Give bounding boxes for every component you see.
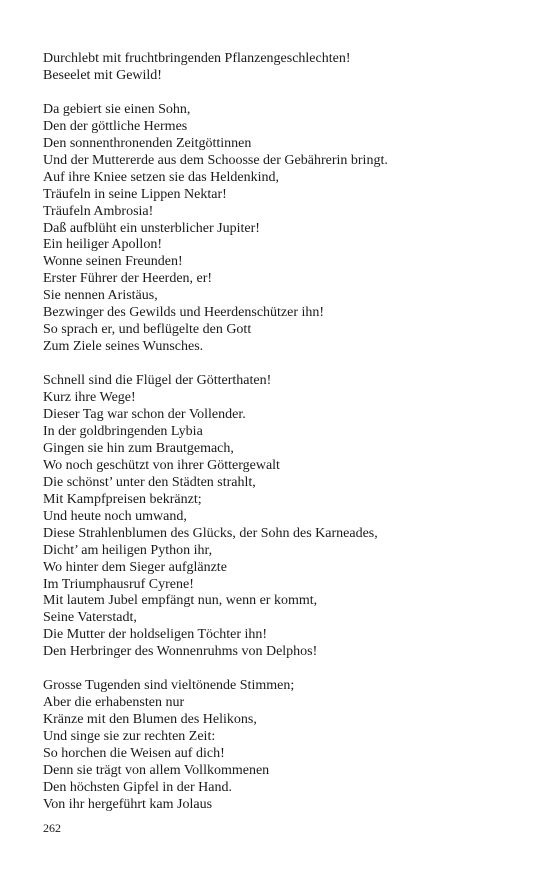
poem-line: Seine Vaterstadt, bbox=[43, 610, 137, 626]
page-number: 262 bbox=[43, 821, 61, 835]
poem-line: Kränze mit den Blumen des Helikons, bbox=[43, 712, 257, 728]
poem-line: Träufeln Ambrosia! bbox=[43, 203, 154, 219]
poem-line: Von ihr hergeführt kam Jolaus bbox=[43, 796, 213, 812]
poem-text bbox=[43, 51, 523, 814]
poem-line: Träufeln in seine Lippen Nektar! bbox=[43, 186, 227, 202]
poem-line: Erster Führer der Heerden, er! bbox=[43, 271, 213, 287]
poem-line: So horchen die Weisen auf dich! bbox=[43, 746, 225, 762]
poem-line: Kurz ihre Wege! bbox=[43, 390, 136, 406]
poem-line: Die schönst’ unter den Städten strahlt, bbox=[43, 474, 256, 490]
poem-line: Dicht’ am heiligen Python ihr, bbox=[43, 542, 213, 558]
poem-line: Daß aufblüht ein unsterblicher Jupiter! bbox=[43, 220, 260, 236]
poem-line: Bezwinger des Gewilds und Heerdenschützer ihn! bbox=[43, 305, 325, 321]
poem-line: Gingen sie hin zum Brautgemach, bbox=[43, 440, 234, 456]
poem-line: Dieser Tag war schon der Vollender. bbox=[43, 406, 246, 422]
poem-line: Grosse Tugenden sind vieltönende Stimmen; bbox=[43, 678, 295, 694]
poem-line: Durchlebt mit fruchtbringenden Pflanzengeschlechten! bbox=[43, 51, 351, 66]
poem-line: Wo noch geschützt von ihrer Göttergewalt bbox=[43, 457, 280, 473]
poem-line: Zum Ziele seines Wunsches. bbox=[43, 339, 204, 355]
poem-line: Den der göttliche Hermes bbox=[43, 118, 188, 134]
poem-line: Und heute noch umwand, bbox=[43, 508, 187, 524]
poem-line: In der goldbringenden Lybia bbox=[43, 423, 203, 439]
poem-line: Beseelet mit Gewild! bbox=[43, 67, 162, 83]
poem-line: So sprach er, und beflügelte den Gott bbox=[43, 322, 252, 338]
poem-line: Und singe sie zur rechten Zeit: bbox=[43, 729, 216, 745]
poem-line: Da gebiert sie einen Sohn, bbox=[43, 101, 191, 117]
poem-line: Die Mutter der holdseligen Töchter ihn! bbox=[43, 627, 268, 643]
stanza bbox=[43, 678, 523, 814]
poem-line: Den sonnenthronenden Zeitgöttinnen bbox=[43, 135, 252, 151]
poem-line: Den höchsten Gipfel in der Hand. bbox=[43, 779, 232, 795]
poem-line: Wo hinter dem Sieger aufglänzte bbox=[43, 559, 227, 575]
stanza bbox=[43, 373, 523, 661]
poem-line: Ein heiliger Apollon! bbox=[43, 237, 162, 253]
stanza bbox=[43, 102, 523, 356]
poem-line: Den Herbringer des Wonnenruhms von Delphos! bbox=[43, 644, 318, 660]
poem-line: Wonne seinen Freunden! bbox=[43, 254, 183, 270]
poem-line: Im Triumphausruf Cyrene! bbox=[43, 576, 194, 592]
poem-line: Aber die erhabensten nur bbox=[43, 695, 185, 711]
stanza bbox=[43, 51, 523, 85]
poem-line: Mit lautem Jubel empfängt nun, wenn er kommt, bbox=[43, 593, 318, 609]
poem-line: Auf ihre Kniee setzen sie das Heldenkind, bbox=[43, 169, 279, 185]
poem-line: Und der Muttererde aus dem Schoosse der Gebährerin bringt. bbox=[43, 152, 388, 168]
poem-line: Denn sie trägt von allem Vollkommenen bbox=[43, 762, 270, 778]
poem-line: Mit Kampfpreisen bekränzt; bbox=[43, 491, 202, 507]
poem-line: Diese Strahlenblumen des Glücks, der Sohn des Karneades, bbox=[43, 525, 378, 541]
poem-line: Schnell sind die Flügel der Götterthaten! bbox=[43, 373, 272, 389]
poem-line: Sie nennen Aristäus, bbox=[43, 288, 158, 304]
